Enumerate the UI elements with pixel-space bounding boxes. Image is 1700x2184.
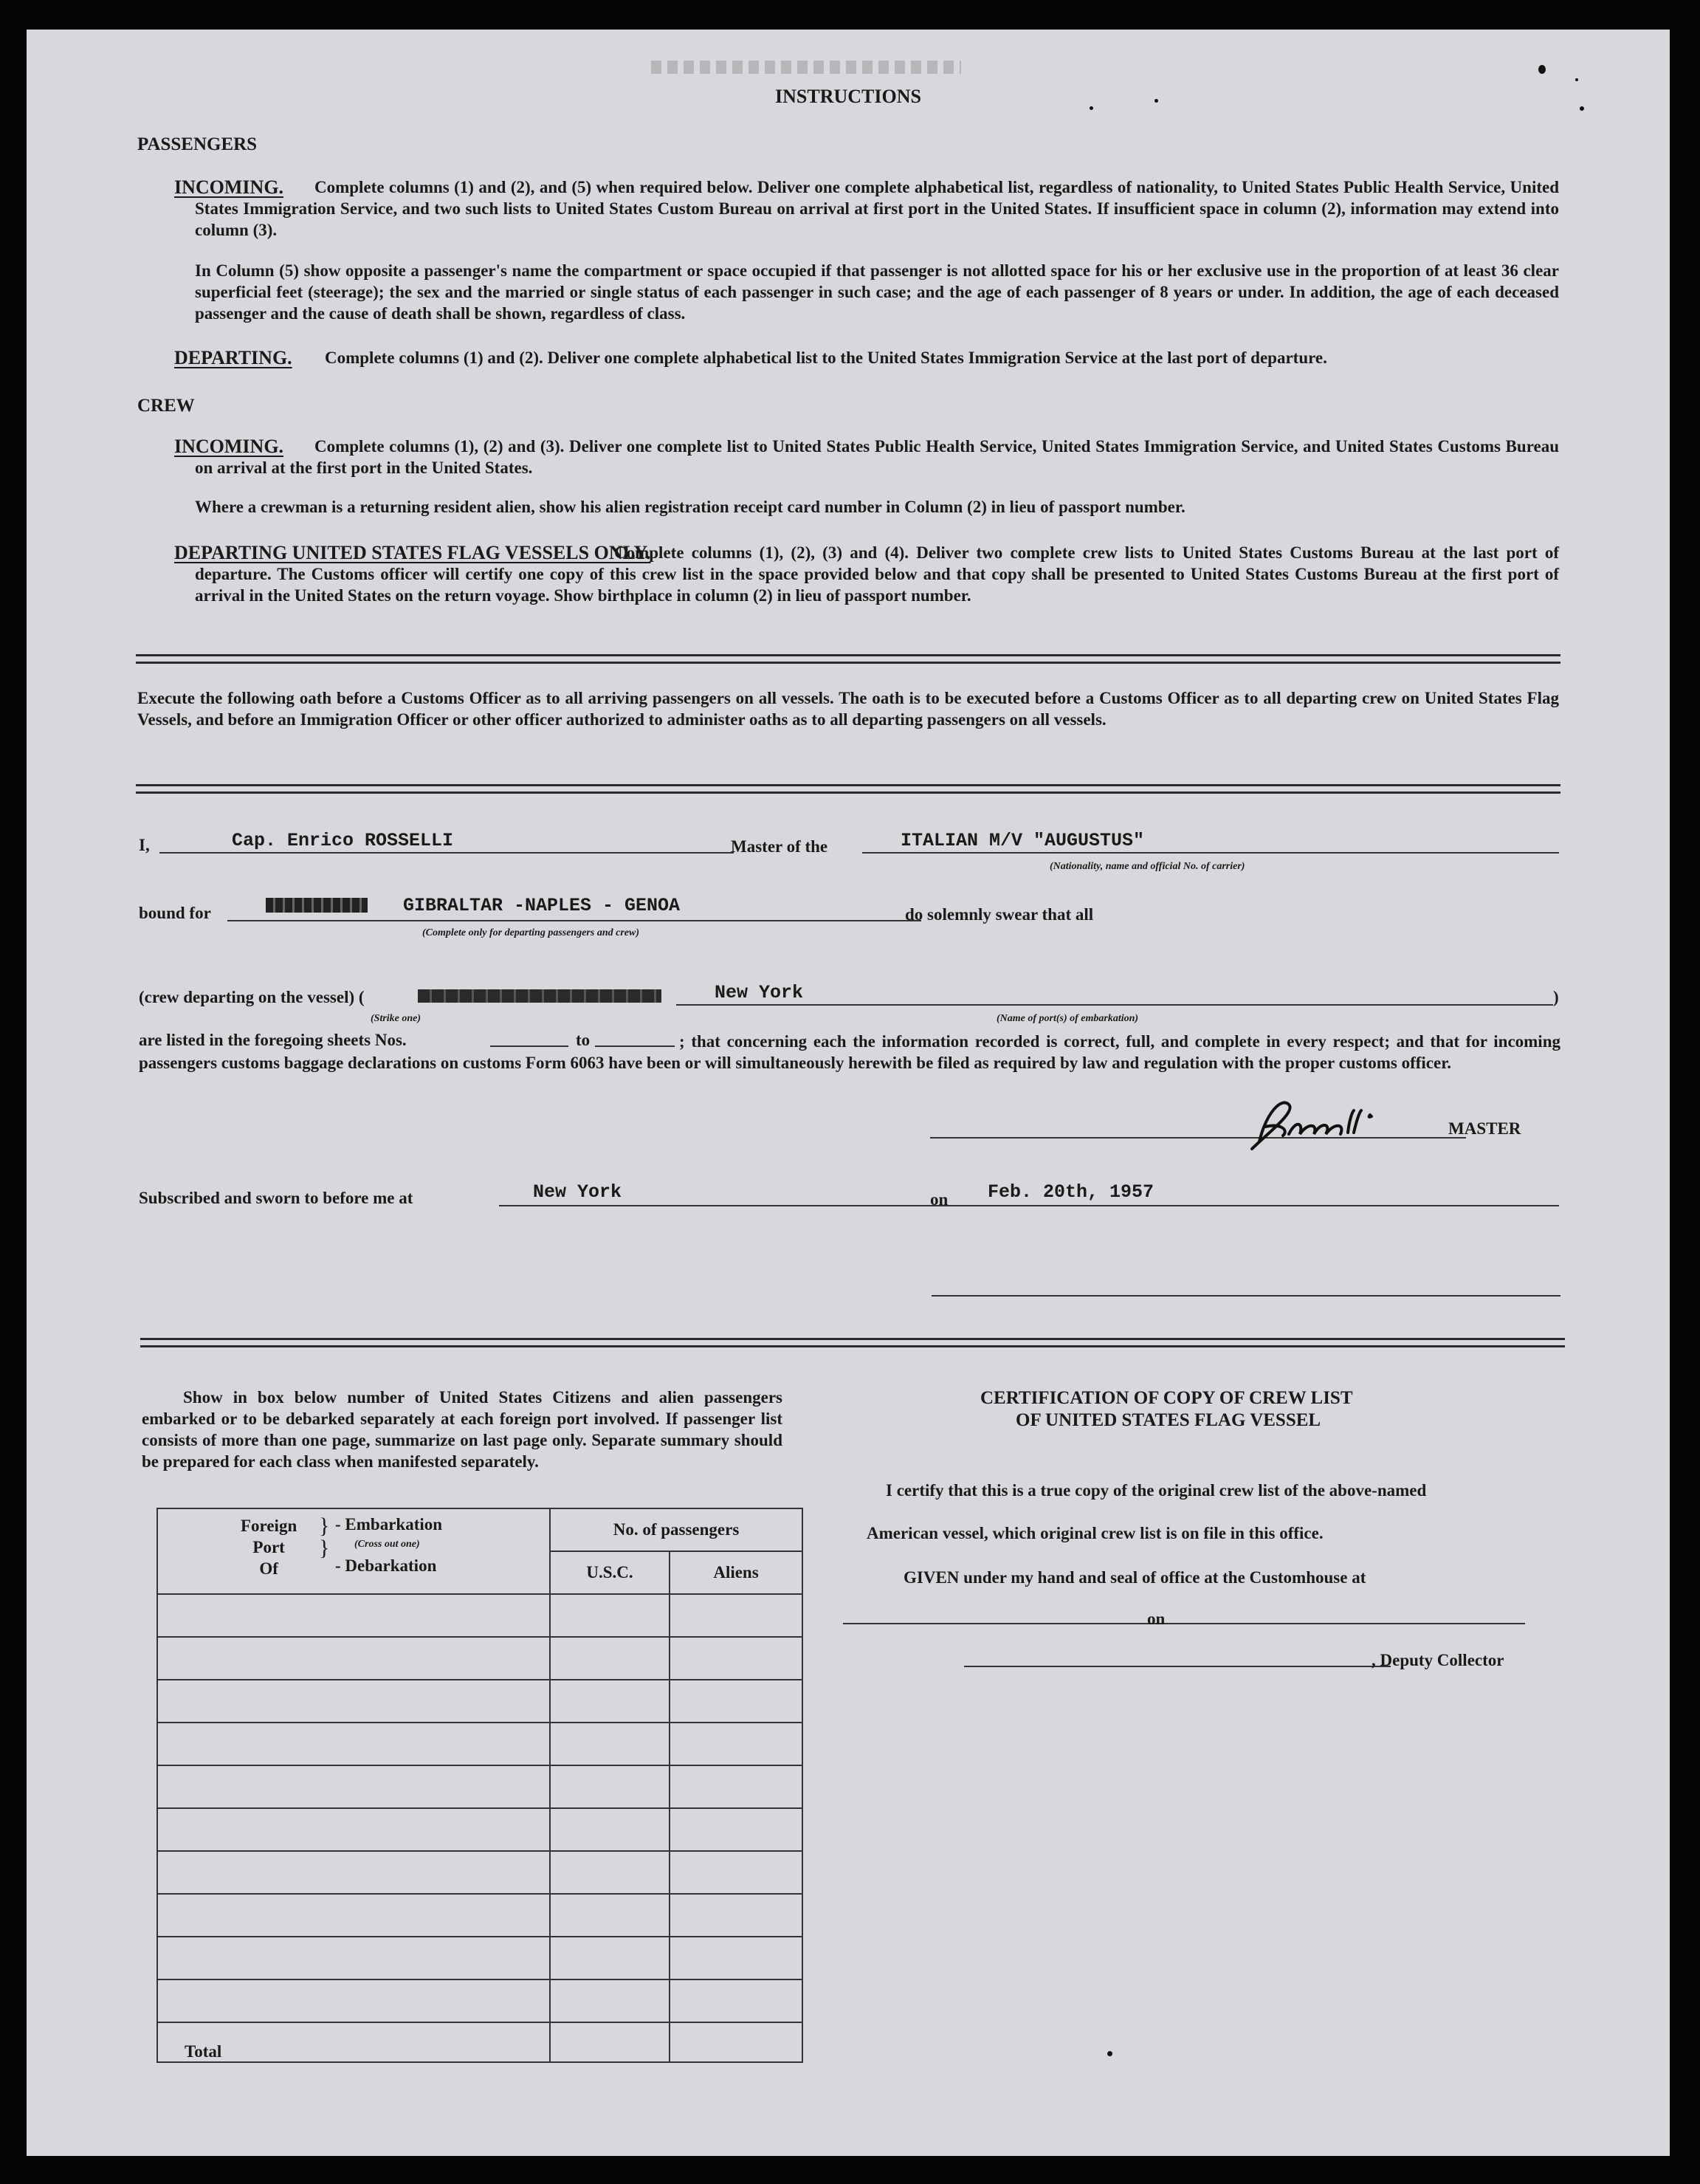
bound-for-value: GIBRALTAR -NAPLES - GENOA	[403, 895, 681, 916]
certification-text-2: American vessel, which original crew list is on file in this office.	[867, 1524, 1324, 1542]
aliens-cell[interactable]	[670, 1594, 802, 1637]
master-name-line	[159, 852, 734, 854]
aliens-cell[interactable]	[670, 1937, 802, 1979]
sheets-to-label: to	[576, 1031, 591, 1049]
scan-speck	[1580, 106, 1584, 111]
scan-speck	[1090, 106, 1093, 110]
total-label: Total	[185, 2042, 222, 2061]
passengers-heading: PASSENGERS	[137, 134, 258, 154]
passengers-header-label: No. of passengers	[613, 1520, 740, 1539]
scan-speck	[1538, 65, 1546, 74]
port-cell[interactable]	[157, 1723, 550, 1765]
strike-caption: (Strike one)	[371, 1013, 421, 1024]
passengers-column5-text: In Column (5) show opposite a passenger's name the compartment or space occupied if that passenger is not allotted space for his or her exclusive use in the proportion of at least 36 clear superficial feet (steerage); the sex and the married or single status of each passenger in such case; and the age of each passenger of 8 years or under. In addition, the age of each deceased passenger and the cause of death shall be shown, regardless of class.	[195, 261, 1559, 323]
port-cell[interactable]	[157, 1637, 550, 1680]
port-cell[interactable]	[157, 1894, 550, 1937]
aliens-cell[interactable]	[670, 1680, 802, 1723]
bound-for-caption: (Complete only for departing passengers and crew)	[422, 927, 639, 938]
crew-incoming-text	[195, 436, 1559, 478]
sheets-rest-body: ; that concerning each the information recorded is correct, full, and complete in every respect; and that for incoming passengers customs baggage declarations on customs Form 6063 have been or will simultaneously herewith be filed as required by law and regulation with the proper customs officer.	[139, 1032, 1560, 1072]
aliens-cell[interactable]	[670, 1979, 802, 2022]
sworn-date-line	[954, 1205, 1559, 1206]
total-row	[157, 2022, 802, 2062]
passengers-incoming-label: INCOMING.	[174, 176, 284, 198]
bleed-through-text	[651, 61, 961, 74]
crew-incoming-label: INCOMING.	[174, 436, 284, 457]
aliens-cell[interactable]	[670, 1808, 802, 1851]
crew-departing-text	[195, 542, 1559, 606]
usc-cell[interactable]	[550, 1723, 670, 1765]
crew-incoming-body: Complete columns (1), (2) and (3). Deliver one complete list to United States Public Health Service, United States Immigration Service, and United States Customs Bureau on arrival at the first port in the United States.	[195, 437, 1559, 477]
struck-option	[418, 989, 661, 1003]
summary-instructions: Show in box below number of United States Citizens and alien passengers embarked or to be debarked separately at each foreign port involved. If passenger list consists of more than one page, summarize on last page only. Separate summary should be prepared for each class when manifested separately.	[142, 1388, 782, 1471]
total-aliens-cell[interactable]	[670, 2022, 802, 2062]
cross-out-caption: (Cross out one)	[354, 1539, 420, 1550]
usc-cell[interactable]	[550, 1637, 670, 1680]
port-cell[interactable]	[157, 1680, 550, 1723]
sworn-date-value: Feb. 20th, 1957	[988, 1181, 1154, 1203]
usc-cell[interactable]	[550, 1808, 670, 1851]
passenger-summary-table	[156, 1508, 803, 2063]
port-cell[interactable]	[157, 1851, 550, 1894]
vessel-value: ITALIAN M/V "AUGUSTUS"	[901, 830, 1145, 851]
divider-rule	[136, 791, 1560, 794]
table-row	[157, 1894, 802, 1937]
sheets-label: are listed in the foregoing sheets Nos.	[139, 1031, 407, 1049]
table-row	[157, 1765, 802, 1808]
master-name-value: Cap. Enrico ROSSELLI	[232, 830, 454, 851]
table-row	[157, 1937, 802, 1979]
aliens-cell[interactable]	[670, 1851, 802, 1894]
port-caption: (Name of port(s) of embarkation)	[997, 1013, 1139, 1024]
usc-cell[interactable]	[550, 1851, 670, 1894]
subscribed-label: Subscribed and sworn to before me at	[139, 1189, 413, 1207]
table-row	[157, 1723, 802, 1765]
sworn-place-value: New York	[533, 1181, 622, 1203]
debarkation-label: - Debarkation	[335, 1556, 437, 1575]
port-cell[interactable]	[157, 1594, 550, 1637]
total-label-cell	[157, 2022, 550, 2062]
vessel-line	[862, 852, 1559, 854]
crew-departing-label: DEPARTING UNITED STATES FLAG VESSELS ONLY.	[174, 542, 651, 563]
usc-cell[interactable]	[550, 1894, 670, 1937]
port-cell[interactable]	[157, 1937, 550, 1979]
brace-icon: } }	[319, 1514, 330, 1560]
scan-speck	[1154, 99, 1158, 103]
port-line	[676, 1004, 1553, 1006]
table-row	[157, 1851, 802, 1894]
sworn-place-line	[499, 1205, 957, 1206]
deputy-collector-label: , Deputy Collector	[1372, 1651, 1504, 1669]
crew-departing-label: (crew departing on the vessel) (	[139, 988, 365, 1006]
foreign-word: Foreign	[241, 1517, 297, 1535]
passengers-header	[550, 1508, 802, 1551]
usc-cell[interactable]	[550, 1680, 670, 1723]
scan-speck	[1107, 2051, 1112, 2056]
aliens-cell[interactable]	[670, 1637, 802, 1680]
bound-for-line	[227, 920, 921, 921]
aliens-cell[interactable]	[670, 1765, 802, 1808]
divider-rule	[140, 1345, 1565, 1347]
close-paren: )	[1553, 988, 1559, 1006]
foreign-port-header	[157, 1508, 550, 1594]
aliens-header-label: Aliens	[713, 1563, 759, 1582]
sheets-rest-text	[139, 1031, 1560, 1074]
certification-on-label: on	[1147, 1610, 1166, 1628]
table-header-row	[157, 1508, 802, 1551]
bound-for-label: bound for	[139, 904, 211, 922]
crew-resident-text: Where a crewman is a returning resident alien, show his alien registration receipt card number in Column (2) in lieu of passport number.	[195, 498, 1185, 516]
certification-text-1: I certify that this is a true copy of the original crew list of the above-named	[886, 1481, 1427, 1500]
table-row	[157, 1979, 802, 2022]
officer-signature-line	[932, 1295, 1560, 1297]
certification-date-line	[1169, 1623, 1525, 1624]
swear-label: do solemnly swear that all	[905, 905, 1094, 924]
embarkation-label: - Embarkation	[335, 1515, 443, 1534]
master-signature	[1237, 1090, 1414, 1156]
table-row	[157, 1637, 802, 1680]
page-title: INSTRUCTIONS	[775, 86, 921, 107]
master-label: MASTER	[1448, 1119, 1521, 1138]
total-usc-cell[interactable]	[550, 2022, 670, 2062]
crew-heading: CREW	[137, 396, 195, 416]
certification-title-2: OF UNITED STATES FLAG VESSEL	[1016, 1410, 1321, 1430]
oath-intro-text: Execute the following oath before a Customs Officer as to all arriving passengers on all vessels. The oath is to be executed before a Customs Officer as to all departing crew on United States Flag Vessels, and before an Immigration Officer or other officer authorized to administer oaths as to all departing passengers on all vessels.	[137, 689, 1559, 729]
aliens-cell[interactable]	[670, 1894, 802, 1937]
deputy-collector-line	[964, 1666, 1391, 1667]
sworn-on-label: on	[930, 1190, 949, 1209]
aliens-header	[670, 1551, 802, 1594]
usc-cell[interactable]	[550, 1937, 670, 1979]
table-row	[157, 1680, 802, 1723]
port-cell[interactable]	[157, 1979, 550, 2022]
passengers-departing-text: Complete columns (1) and (2). Deliver one complete alphabetical list to the United States Immigration Service at the last port of departure.	[325, 348, 1327, 367]
port-word: Port	[252, 1538, 285, 1556]
crew-departing-body: Complete columns (1), (2), (3) and (4). Deliver two complete crew lists to United States Customs Bureau at the last port of departure. The Customs officer will certify one copy of this crew list in the space provided below and that copy shall be presented to United States Customs Bureau at the first port of arrival in the United States on the return voyage. Show birthplace in column (2) in lieu of passport number.	[195, 543, 1559, 605]
certification-title-1: CERTIFICATION OF COPY OF CREW LIST	[980, 1388, 1353, 1408]
usc-header-label: U.S.C.	[586, 1563, 633, 1582]
document-page	[27, 30, 1670, 2156]
table-row	[157, 1594, 802, 1637]
usc-header	[550, 1551, 670, 1594]
usc-cell[interactable]	[550, 1594, 670, 1637]
table-row	[157, 1808, 802, 1851]
of-word: Of	[259, 1559, 278, 1578]
passengers-incoming-text	[195, 176, 1559, 241]
oath-i-label: I,	[139, 836, 150, 854]
vessel-caption: (Nationality, name and official No. of carrier)	[1050, 861, 1245, 872]
port-value: New York	[715, 982, 804, 1003]
divider-rule	[136, 784, 1560, 786]
port-cell[interactable]	[157, 1765, 550, 1808]
master-of-label: Master of the	[731, 837, 828, 856]
divider-rule	[136, 654, 1560, 656]
port-cell[interactable]	[157, 1808, 550, 1851]
struck-destination	[266, 898, 368, 913]
usc-cell[interactable]	[550, 1765, 670, 1808]
certification-text-3: GIVEN under my hand and seal of office at the Customhouse at	[904, 1568, 1366, 1587]
passengers-departing-label: DEPARTING.	[174, 347, 292, 368]
divider-rule	[136, 662, 1560, 664]
passengers-incoming-body: Complete columns (1) and (2), and (5) when required below. Deliver one complete alphabetical list, regardless of nationality, to United States Public Health Service, United States Immigration Service, and two such lists to United States Custom Bureau on arrival at first port in the United States. If insufficient space in column (2), information may extend into column (3).	[195, 178, 1559, 239]
divider-rule	[140, 1338, 1565, 1340]
aliens-cell[interactable]	[670, 1723, 802, 1765]
scan-speck	[1575, 78, 1578, 81]
usc-cell[interactable]	[550, 1979, 670, 2022]
